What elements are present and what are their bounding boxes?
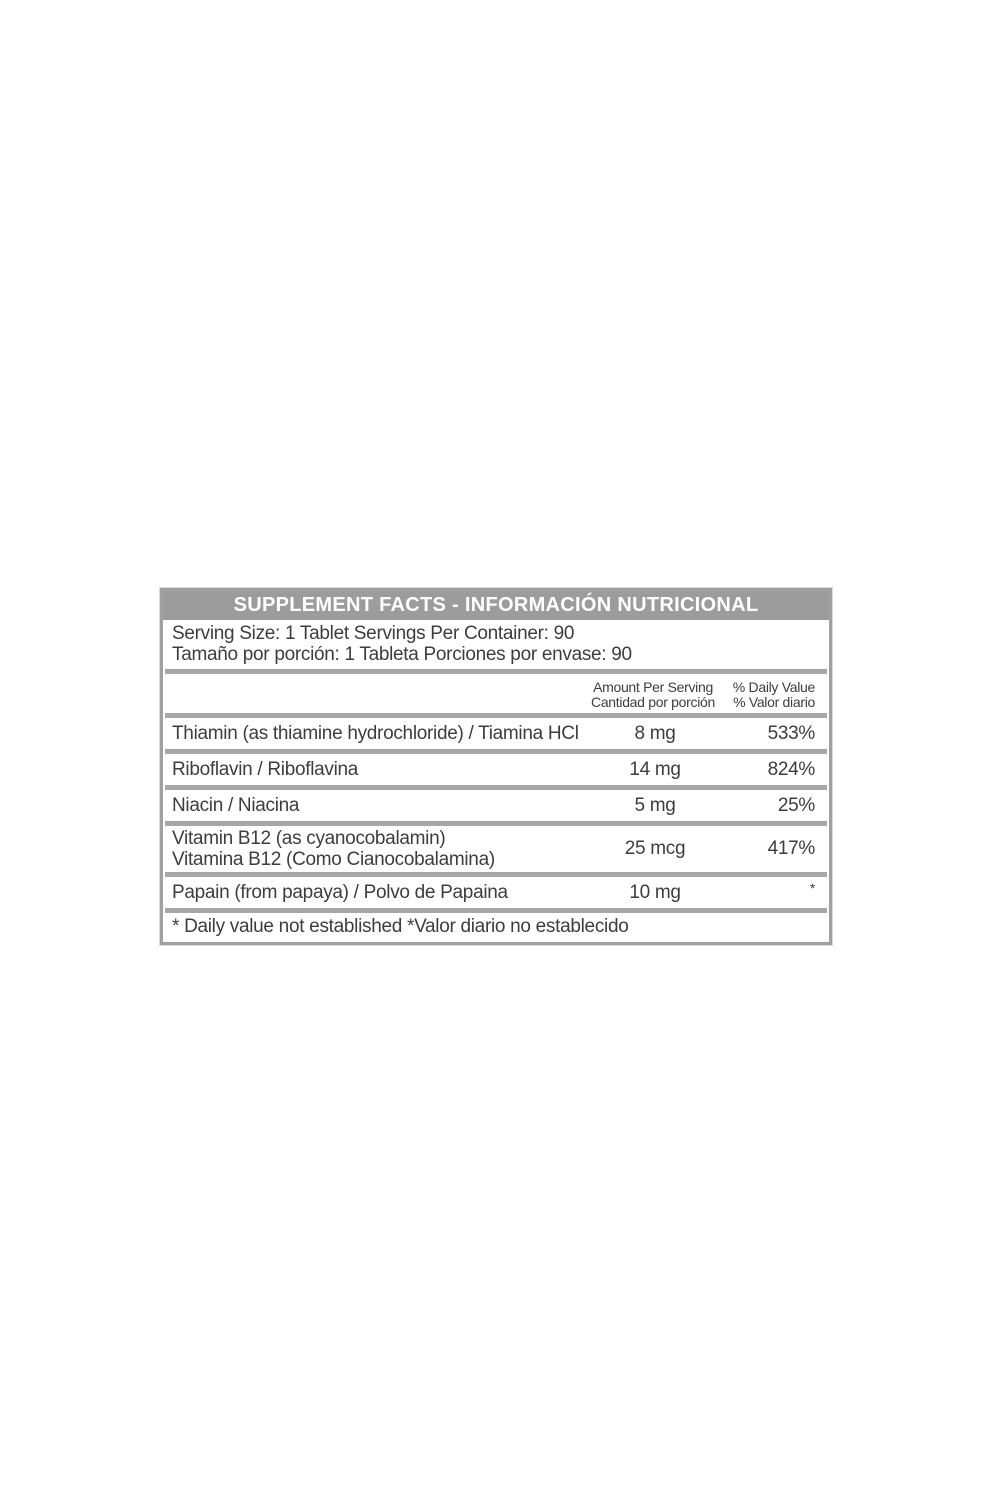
nutrient-name-line: Vitamina B12 (Como Cianocobalamina) (172, 849, 495, 870)
column-header-amount (591, 680, 715, 710)
nutrient-name-line: Thiamin (as thiamine hydrochloride) / Tiamina HCl (172, 723, 579, 744)
nutrient-daily-value: 533% (767, 722, 815, 744)
nutrient-name-line: Niacin / Niacina (172, 795, 300, 816)
nutrient-daily-value-asterisk: * (809, 880, 815, 896)
table-row-vitamin-b12 (163, 826, 829, 872)
column-header-dv (715, 680, 829, 710)
column-header-dv-es: % Valor diario (733, 694, 815, 710)
nutrient-name-line: Riboflavin / Riboflavina (172, 759, 359, 780)
table-row-riboflavin (163, 754, 829, 785)
nutrient-amount: 14 mg (629, 758, 681, 780)
nutrient-amount: 5 mg (634, 794, 676, 816)
table-row-thiamin (163, 718, 829, 749)
column-header-row (163, 674, 829, 713)
nutrient-name (163, 828, 595, 870)
nutrient-name (163, 795, 595, 816)
nutrient-name-line: Vitamin B12 (as cyanocobalamin) (172, 828, 446, 849)
nutrient-name (163, 723, 595, 744)
serving-info (163, 620, 829, 669)
nutrient-name (163, 882, 595, 903)
nutrient-daily-value: 824% (767, 758, 815, 780)
nutrient-daily-value: 25% (777, 794, 815, 816)
column-header-amount-en: Amount Per Serving (593, 679, 713, 695)
supplement-facts-panel (160, 588, 832, 945)
serving-size-line-en: Serving Size: 1 Tablet Servings Per Container: 90 (172, 623, 575, 644)
nutrient-name (163, 759, 595, 780)
table-row-papain (163, 877, 829, 908)
nutrient-amount: 10 mg (629, 881, 681, 903)
nutrient-amount: 8 mg (634, 722, 676, 744)
nutrient-name-line: Papain (from papaya) / Polvo de Papaina (172, 882, 508, 903)
column-header-amount-es: Cantidad por porción (591, 694, 715, 710)
serving-size-line-es: Tamaño por porción: 1 Tableta Porciones por envase: 90 (172, 644, 632, 665)
daily-value-footnote: * Daily value not established *Valor diario no establecido (172, 916, 629, 937)
nutrient-amount: 25 mcg (624, 838, 686, 859)
panel-title: SUPPLEMENT FACTS - INFORMACIÓN NUTRICIONAL (163, 591, 829, 620)
column-header-dv-en: % Daily Value (732, 679, 815, 695)
nutrient-daily-value: 417% (767, 838, 815, 859)
table-row-niacin (163, 790, 829, 821)
